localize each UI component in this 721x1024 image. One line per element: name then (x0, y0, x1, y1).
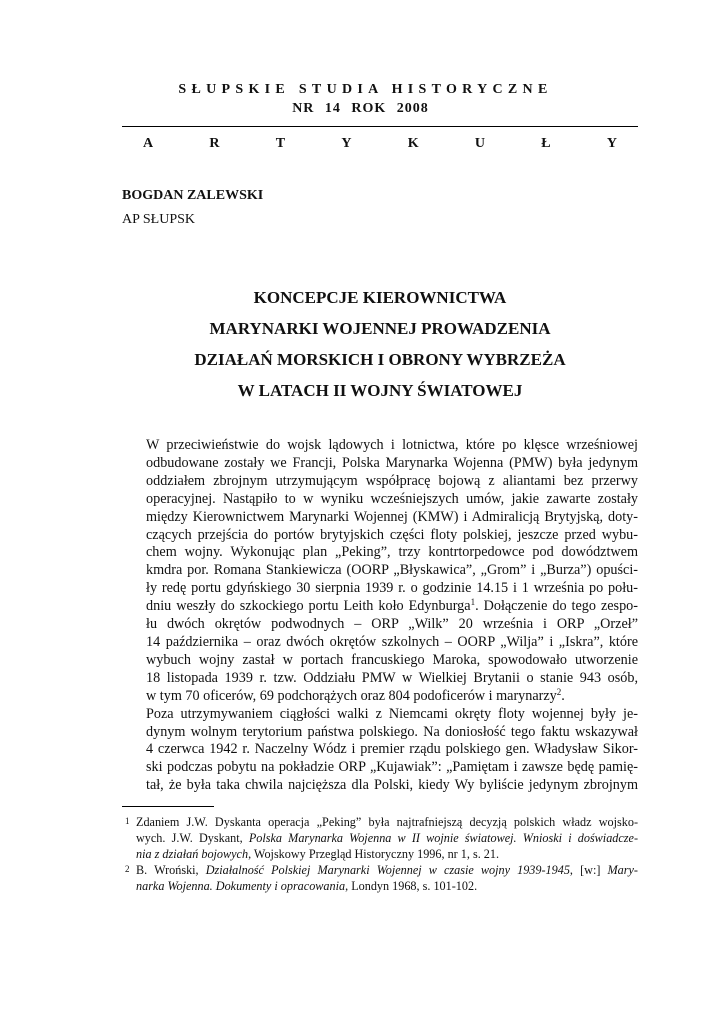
footnote (122, 862, 638, 894)
footnote-ref[interactable]: 1 (470, 598, 476, 608)
text-line: ski podczas pobytu na pokładzie ORP „Kujawiak”: „Pamiętam i zawsze będę pamię- (146, 759, 638, 776)
section-letter: A (143, 136, 154, 151)
text-line: Poza utrzymywaniem ciągłości walki z Niemcami okręty floty wojennej były je- (146, 705, 638, 722)
text-line: operacyjnej. Nastąpiło to w wyniku wcześniejszych umów, jakie zawarte zostały (146, 490, 638, 507)
text-segment: wych. J.W. Dyskant, (136, 831, 249, 845)
text-line: łu dwóch okrętów podwodnych – ORP „Wilk” 20 września i ORP „Orzeł” (146, 616, 638, 633)
text-line: chem wojny. Wykonując plan „Peking”, trzy kontrtorpedowce pod dowództwem (146, 544, 638, 561)
text-segment: , [w:] (569, 863, 608, 877)
cited-title: nia z działań bojowych (136, 847, 249, 861)
text-line: W przeciwieństwie do wojsk lądowych i lotnictwa, które po klęsce wrześniowej (146, 437, 638, 453)
footnote-line (136, 830, 638, 846)
section-letter: U (474, 136, 485, 151)
text-line: ły redę portu gdyńskiego 30 sierpnia 1939 r. o godzinie 14.15 i 1 września po połu- (146, 580, 638, 597)
footnote-line: Zdaniem J.W. Dyskanta operacja „Peking” była najtrafniejszą decyzją polskich władz wojsko- (136, 815, 638, 829)
text-line: kmdra por. Romana Stankiewicza (OORP „Błyskawica”, „Grom” i „Burza”) opuści- (146, 562, 638, 579)
text-line: tał, że była taka chwila najcięższa dla Polski, kiedy Wy byliście jedynym zbrojnym (146, 777, 638, 794)
text-line: wybuch wojny zastał w portach francuskiego Maroka, spowodowało utworzenie (146, 651, 638, 668)
text-line: odbudowane zostały we Francji, Polska Marynarka Wojenna (PMW) była jedynym (146, 454, 638, 471)
section-letter: Ł (541, 136, 551, 151)
journal-issue: NR 14 ROK 2008 (292, 101, 429, 116)
article-title (122, 282, 638, 406)
text-line: czących przejścia do portów brytyjskich części floty polskiej, jeszcze przed wybu- (146, 526, 638, 543)
text-segment: . (561, 687, 565, 704)
footnote-line (136, 846, 638, 862)
section-heading (143, 136, 617, 152)
footnote (122, 814, 638, 862)
text-line: między Kierownictwem Marynarki Wojennej (KMW) i Admiralicją Brytyjską, doty- (146, 508, 638, 525)
title-line: DZIAŁAŃ MORSKICH I OBRONY WYBRZEŻA (194, 350, 566, 369)
header-rule (122, 126, 638, 127)
paragraph (122, 706, 638, 796)
footnote-line (136, 862, 638, 878)
section-letter: T (275, 136, 286, 151)
text-segment: w tym 70 oficerów, 69 podchorążych oraz 804 podoficerów i marynarzy (146, 687, 557, 704)
footnote-mark: 1 (125, 816, 130, 826)
section-letter: R (209, 136, 220, 151)
text-line (122, 688, 638, 706)
footnote-line (136, 878, 638, 894)
section-letter: Y (341, 136, 352, 151)
cited-title: Mary- (607, 863, 638, 877)
text-line: 14 października – oraz dwóch okrętów szkolnych – OORP „Wilja” i „Iskra”, które (146, 633, 638, 650)
cited-title: Polska Marynarka Wojenna w II wojnie światowej. Wnioski i doświadcze- (248, 831, 638, 845)
text-segment: dniu weszły do szkockiego portu Leith koło Edynburga (146, 598, 471, 615)
text-segment: B. Wroński, (136, 863, 206, 877)
cited-title: Działalność Polskiej Marynarki Wojennej w czasie wojny 1939-1945 (205, 863, 570, 877)
title-line: MARYNARKI WOJENNEJ PROWADZENIA (209, 319, 551, 338)
title-line: KONCEPCJE KIEROWNICTWA (253, 288, 507, 307)
text-line: 4 czerwca 1942 r. Naczelny Wódz i premier rządu polskiego gen. Władysław Sikor- (146, 741, 638, 758)
title-line: W LATACH II WOJNY ŚWIATOWEJ (237, 381, 523, 400)
text-segment: , Londyn 1968, s. 101-102. (345, 879, 478, 893)
footnotes (122, 814, 638, 894)
footnote-ref[interactable]: 2 (556, 687, 562, 697)
footnote-mark: 2 (125, 864, 130, 874)
author-name: BOGDAN ZALEWSKI (122, 188, 264, 203)
journal-name: SŁUPSKIE STUDIA HISTORYCZNE (178, 82, 553, 97)
footnote-rule (122, 806, 214, 807)
text-line (122, 598, 638, 616)
author-affiliation: AP SŁUPSK (122, 212, 196, 227)
text-line: 18 listopada 1939 r. tzw. Oddziału PMW w Wielkiej Brytanii o stanie 943 osób, (146, 669, 638, 686)
text-line: oddziałem zbrojnym utrzymującym współpracę bojową z aliantami bez przerwy (146, 472, 638, 489)
cited-title: narka Wojenna. Dokumenty i opracowania (136, 879, 346, 893)
article-body (122, 437, 638, 795)
text-segment: , Wojskowy Przegląd Historyczny 1996, nr 1, s. 21. (248, 847, 500, 861)
paragraph (122, 437, 638, 706)
text-line: dynym wolnym terytorium państwa polskiego. Na doniosłość tego faktu wskazywał (146, 723, 638, 740)
section-letter: Y (606, 136, 617, 151)
text-segment: . Dołączenie do tego zespo- (475, 598, 638, 615)
section-letter: K (407, 136, 419, 151)
